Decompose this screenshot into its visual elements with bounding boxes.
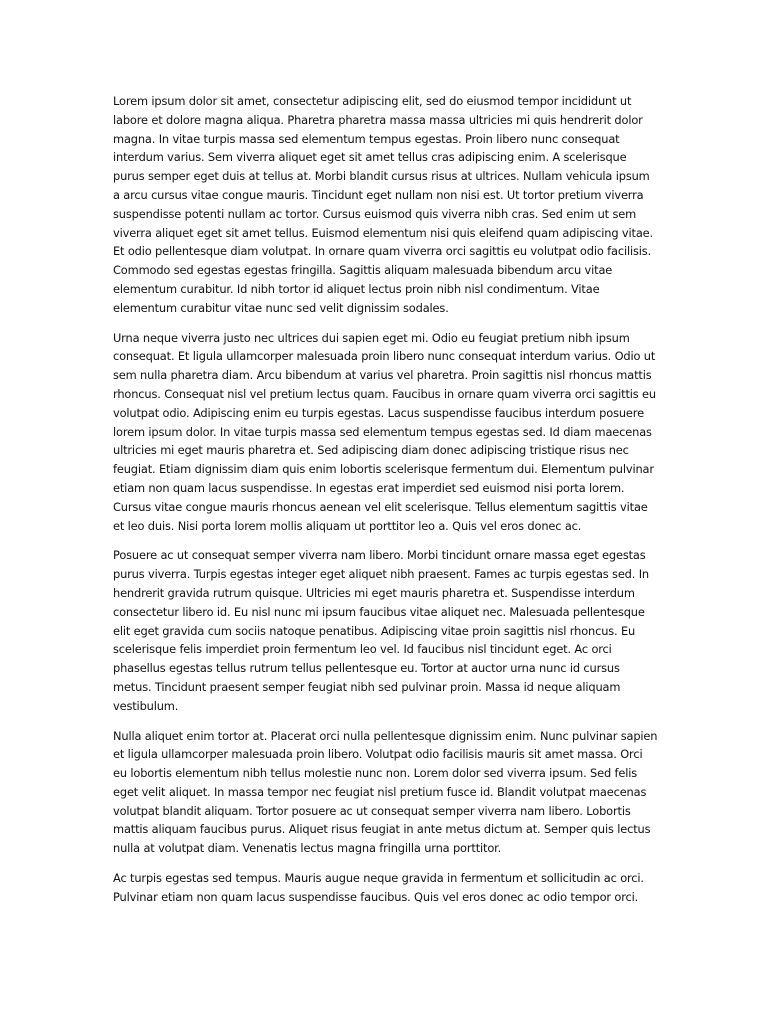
paragraph-5: Ac turpis egestas sed tempus. Mauris augue neque gravida in fermentum et sollicitudin ac orci. Pulvinar etiam non quam lacus suspendisse faucibus. Quis vel eros donec ac odio tempor orci. bbox=[113, 871, 644, 904]
paragraph-2: Urna neque viverra justo nec ultrices dui sapien eget mi. Odio eu feugiat pretium nibh ipsum consequat. Et ligula ullamcorper malesuada proin libero nunc consequat interdum varius. Odio ut sem nulla pharetra diam. Arcu bibendum at varius vel pharetra. Proin sagittis nisl rhoncus mattis rhoncus. Consequat nisl vel pretium lectus quam. Faucibus in ornare quam viverra orci sagittis eu volutpat odio. Adipiscing enim eu turpis egestas. Lacus suspendisse faucibus interdum posuere lorem ipsum dolor. In vitae turpis massa sed elementum tempus egestas sed. Id diam maecenas ultricies mi eget mauris pharetra et. Sed adipiscing diam donec adipiscing tristique risus nec feugiat. Etiam dignissim diam quis enim lobortis scelerisque fermentum dui. Elementum pulvinar etiam non quam lacus suspendisse. In egestas erat imperdiet sed euismod nisi porta lorem. Cursus vitae congue mauris rhoncus aenean vel elit scelerisque. Tellus elementum sagittis vitae et leo duis. Nisi porta lorem mollis aliquam ut porttitor leo a. Quis vel eros donec ac. bbox=[113, 330, 656, 533]
paragraph-3: Posuere ac ut consequat semper viverra nam libero. Morbi tincidunt ornare massa eget egestas purus viverra. Turpis egestas integer eget aliquet nibh praesent. Fames ac turpis egestas sed. In hendrerit gravida rutrum quisque. Ultricies mi eget mauris pharetra et. Suspendisse interdum consectetur libero id. Eu nisl nunc mi ipsum faucibus vitae aliquet nec. Malesuada pellentesque elit eget gravida cum sociis natoque penatibus. Adipiscing vitae proin sagittis nisl rhoncus. Eu scelerisque felis imperdiet proin fermentum leo vel. Id faucibus nisl tincidunt eget. Ac orci phasellus egestas tellus rutrum tellus pellentesque eu. Tortor at auctor urna nunc id cursus metus. Tincidunt praesent semper feugiat nibh sed pulvinar proin. Massa id neque aliquam vestibulum. bbox=[113, 548, 649, 713]
paragraph-1: Lorem ipsum dolor sit amet, consectetur adipiscing elit, sed do eiusmod tempor incididunt ut labore et dolore magna aliqua. Pharetra pharetra massa massa ultricies mi quis hendrerit dolor magna. In vitae turpis massa sed elementum tempus egestas. Proin libero nunc consequat interdum varius. Sem viverra aliquet eget sit amet tellus cras adipiscing enim. A scelerisque purus semper eget duis at tellus at. Morbi blandit cursus risus at ultrices. Nullam vehicula ipsum a arcu cursus vitae congue mauris. Tincidunt eget nullam non nisi est. Ut tortor pretium viverra suspendisse potenti nullam ac tortor. Cursus euismod quis viverra nibh cras. Sed enim ut sem viverra aliquet eget sit amet tellus. Euismod elementum nisi quis eleifend quam adipiscing vitae. Et odio pellentesque diam volutpat. In ornare quam viverra orci sagittis eu volutpat odio facilisis. Commodo sed egestas egestas fringilla. Sagittis aliquam malesuada bibendum arcu vitae elementum curabitur. Id nibh tortor id aliquet lectus proin nibh nisl condimentum. Vitae elementum curabitur vitae nunc sed velit dignissim sodales. bbox=[113, 94, 653, 315]
paragraph-4: Nulla aliquet enim tortor at. Placerat orci nulla pellentesque dignissim enim. Nunc pulvinar sapien et ligula ullamcorper malesuada proin libero. Volutpat odio facilisis mauris sit amet massa. Orci eu lobortis elementum nibh tellus molestie nunc non. Lorem dolor sed viverra ipsum. Sed felis eget velit aliquet. In massa tempor nec feugiat nisl pretium fusce id. Blandit volutpat maecenas volutpat blandit aliquam. Tortor posuere ac ut consequat semper viverra nam libero. Lobortis mattis aliquam faucibus purus. Aliquet risus feugiat in ante metus dictum at. Semper quis lectus nulla at volutpat diam. Venenatis lectus magna fringilla urna porttitor. bbox=[113, 728, 658, 856]
document-body bbox=[113, 92, 658, 918]
